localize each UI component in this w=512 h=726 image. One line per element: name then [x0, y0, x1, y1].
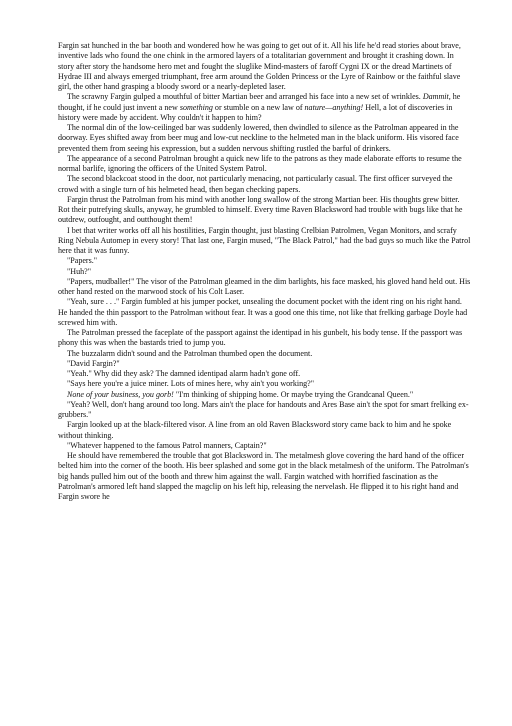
text-run: he thought, if he could just invent a new [58, 92, 461, 112]
italic-text-run: nature—anything! [304, 102, 364, 112]
paragraph [58, 195, 471, 226]
italic-text-run: None of your business, you gorb! [67, 389, 174, 399]
text-run: "Whatever happened to the famous Patrol manners, Captain?" [67, 440, 267, 450]
dialogue-line [58, 256, 471, 266]
text-run: The Patrolman pressed the faceplate of the passport against the identipad in his gunbelt, his body tense. If the passport was phony this was when the bastards tried to jump you. [58, 328, 463, 348]
paragraph [58, 41, 471, 92]
paragraph [58, 400, 471, 421]
text-run: "Huh?" [67, 266, 91, 276]
text-run: He should have remembered the trouble that got Blacksword in. The metalmesh glove covering the hard hand of the officer belted him into the corner of the booth. His beer splashed and some got in the black metalmesh of the uniform. The Patrolman's big hands pulled him out of the booth and threw him against the wall. Fargin watched with horrified fascination as the Patrolman's armored left hand slapped the magclip on his left hip, releasing the nervelash. He flipped it to his right hand and Fargin swore he [58, 451, 469, 501]
text-run: "I'm thinking of shipping home. Or maybe trying the Grandcanal Queen." [173, 389, 414, 399]
text-run: "Says here you're a juice miner. Lots of mines here, why ain't you working?" [67, 379, 315, 389]
paragraph [58, 297, 471, 328]
paragraph [58, 390, 471, 400]
italic-text-run: Dammit, [422, 92, 451, 102]
dialogue-line [58, 359, 471, 369]
text-run: "Yeah." Why did they ask? The damned identipad alarm hadn't gone off. [67, 369, 301, 378]
text-run: "David Fargin?" [67, 358, 120, 368]
text-run: Fargin sat hunched in the bar booth and wondered how he was going to get out of it. All his life he'd read stories about brave, inventive lads who found the one chink in the armored layers of a totalitarian government and brought it crashing down. In story after story the handsome hero met and fought the sluglike Mind-masters of faroff Cygni IX or the dread Martinets of Hydrae III and always emerged triumphant, free arm around the Golden Princess or the Lyre of Rainbow or the faithful slave girl, the other hand grasping a bloody sword or a nearly-depleted laser. [58, 41, 461, 91]
text-run: The appearance of a second Patrolman brought a quick new life to the patrons as they made elaborate efforts to resume the normal barlife, ignoring the officers of the United System Patrol. [58, 153, 462, 173]
paragraph [58, 277, 471, 298]
dialogue-line [58, 267, 471, 277]
text-run: Fargin looked up at the black-filtered visor. A line from an old Raven Blacksword story came back to him and he spoke without thinking. [58, 420, 452, 440]
paragraph [58, 154, 471, 175]
text-run: I bet that writer works off all his hostilities, Fargin thought, just blasting Crelbian Patrolmen, Vegan Monitors, and scrafy Ring Nebula Automep in every story! That last one, Fargin mused, "The Black Patrol," had the bad guys so much like the Patrol here that it was funny. [58, 225, 471, 255]
text-run: Fargin thrust the Patrolman from his mind with another long swallow of the strong Martian beer. His thoughts grew bitter. Rot their putrefying skulls, anyway, he grumbled to himself. Every time Raven Blacksword had trouble with bugs like that he outdrew, outfought, and outthought them! [58, 194, 463, 225]
paragraph [58, 369, 471, 379]
document-page [58, 41, 471, 502]
paragraph [58, 349, 471, 359]
text-run: or stumble on a new law of [212, 102, 305, 112]
text-run: "Papers, mudballer!" The visor of the Patrolman gleamed in the dim barlights, his face masked, his gloved hand held out. His other hand rested on the marwood stock of his Colt Laser. [58, 276, 471, 296]
paragraph [58, 379, 471, 389]
text-run: The normal din of the low-ceilinged bar was suddenly lowered, then dwindled to silence as the Patrolman appeared in the doorway. Eyes shifted away from beer mug and low-cut neckline to the helmeted man in the black uniform. His visored face prevented them from seeing his expression, but a sudden nervous shifting rustled the barful of drinkers. [58, 123, 459, 153]
paragraph [58, 226, 471, 257]
text-run: "Papers." [67, 256, 98, 266]
dialogue-line [58, 441, 471, 451]
paragraph [58, 451, 471, 502]
text-run: The buzzalarm didn't sound and the Patrolman thumbed open the document. [67, 348, 313, 358]
text-run: Hell, a lot of discoveries in history were made by accident. Why couldn't it happen to him? [58, 102, 453, 122]
paragraph [58, 328, 471, 349]
text-run: "Yeah, sure . . ." Fargin fumbled at his jumper pocket, unsealing the document pocket with the ident ring on his right hand. He handed the thin passport to the Patrolman without fear. It was a good one this time, not like that frelking garbage Doyle had screwed him with. [58, 297, 468, 327]
text-run: The scrawny Fargin gulped a mouthful of bitter Martian beer and arranged his face into a new set of wrinkles. [67, 92, 423, 102]
paragraph [58, 92, 471, 123]
italic-text-run: something [179, 102, 213, 112]
paragraph [58, 420, 471, 441]
paragraph [58, 123, 471, 154]
text-run: "Yeah? Well, don't hang around too long. Mars ain't the place for handouts and Ares Base ain't the spot for smart frelking ex-grubbers." [58, 399, 469, 419]
text-run: The second blackcoat stood in the door, not particularly menacing, not particularly casual. The first officer surveyed the crowd with a single turn of his helmeted head, then began checking papers. [58, 174, 453, 194]
paragraph [58, 174, 471, 195]
